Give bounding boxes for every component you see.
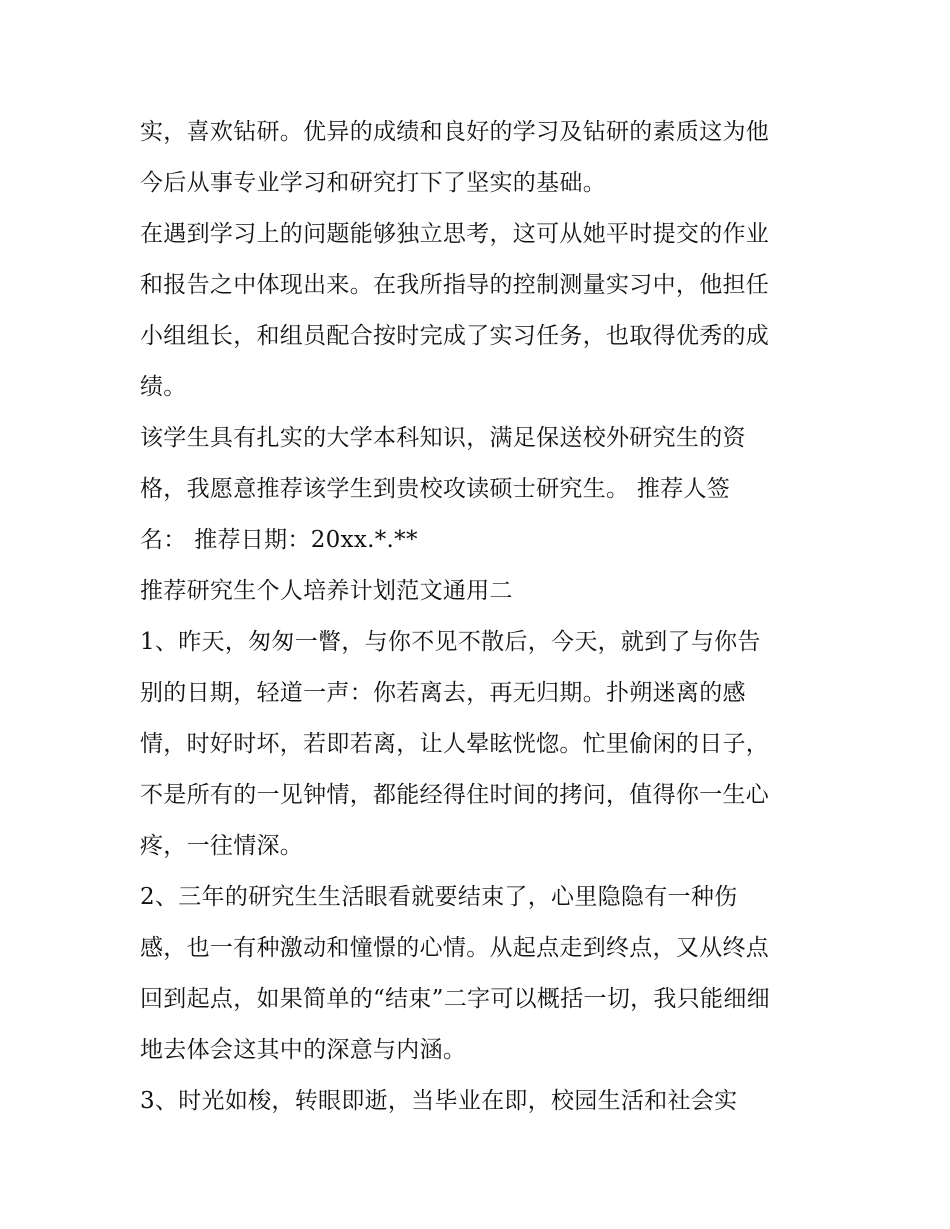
text-line: 感，也一有种激动和憧憬的心情。从起点走到终点，又从终点: [140, 935, 770, 961]
text-line: 回到起点，如果简单的“结束”二字可以概括一切，我只能细细: [140, 986, 770, 1012]
text-line: 地去体会这其中的深意与内涵。: [140, 1037, 467, 1063]
text-line: 情，时好时坏，若即若离，让人晕眩恍惚。忙里偷闲的日子，: [140, 731, 770, 757]
text-line: 1、昨天，匆匆一瞥，与你不见不散后，今天，就到了与你告: [140, 629, 761, 655]
text-line: 3、时光如梭，转眼即逝，当毕业在即，校园生活和社会实: [140, 1088, 738, 1114]
text-line: 名： 推荐日期：20xx.*.**: [140, 527, 418, 553]
text-line: 绩。: [140, 374, 187, 400]
text-line: 疼，一往情深。: [140, 833, 304, 859]
text-line: 别的日期，轻道一声：你若离去，再无归期。扑朔迷离的感: [140, 680, 746, 706]
text-line: 在遇到学习上的问题能够独立思考，这可从她平时提交的作业: [140, 221, 770, 247]
text-line: 今后从事专业学习和研究打下了坚实的基础。: [140, 170, 606, 196]
text-line: 不是所有的一见钟情，都能经得住时间的拷问，值得你一生心: [140, 782, 770, 808]
text-line: 格，我愿意推荐该学生到贵校攻读硕士研究生。 推荐人签: [140, 476, 731, 502]
text-line: 和报告之中体现出来。在我所指导的控制测量实习中，他担任: [140, 272, 770, 298]
text-line: 该学生具有扎实的大学本科知识，满足保送校外研究生的资: [140, 425, 746, 451]
text-line: 2、三年的研究生生活眼看就要结束了，心里隐隐有一种伤: [140, 884, 738, 910]
text-line: 小组组长，和组员配合按时完成了实习任务，也取得优秀的成: [140, 323, 770, 349]
section-heading: 推荐研究生个人培养计划范文通用二: [140, 578, 513, 604]
document-body: [140, 107, 820, 1127]
text-line: 实，喜欢钻研。优异的成绩和良好的学习及钻研的素质这为他: [140, 119, 770, 145]
